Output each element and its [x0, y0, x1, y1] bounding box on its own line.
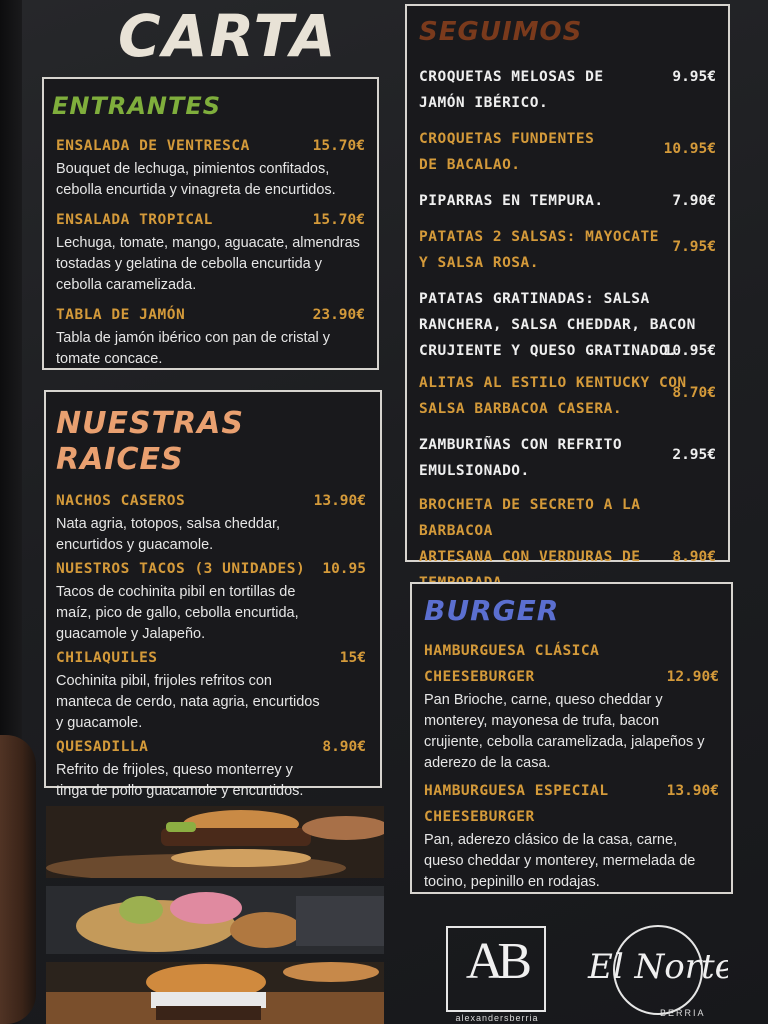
item-price: 10.95	[322, 561, 366, 577]
menu-item	[56, 734, 366, 760]
item-name: CHEESEBURGER	[424, 669, 535, 685]
item-desc: cebolla encurtida y vinagreta de encurtidos.	[56, 182, 336, 198]
item-name: ARTESANA CON VERDURAS DE	[419, 549, 641, 565]
menu-item	[419, 64, 716, 116]
burger-photo-2	[46, 962, 384, 1024]
finger-edge	[0, 735, 36, 1024]
item-desc: Tabla de jamón ibérico con pan de cristal y	[56, 330, 331, 346]
item-name: SALSA BARBACOA CASERA.	[419, 401, 623, 417]
item-desc: encurtidos y guacamole.	[56, 537, 214, 553]
item-name: PIPARRAS EN TEMPURA.	[419, 193, 604, 209]
item-price: 7.90€	[672, 193, 716, 209]
item-desc: maíz, pico de gallo, cebolla encurtida,	[56, 605, 299, 621]
item-price: 13.90€	[313, 493, 366, 509]
entrantes-title: ENTRANTES	[52, 92, 222, 120]
taco-photo	[46, 886, 384, 954]
burger-title: BURGER	[424, 594, 560, 627]
item-price: 9.95€	[672, 69, 716, 85]
item-desc: Nata agria, totopos, salsa cheddar,	[56, 516, 281, 532]
seguimos-box	[405, 4, 730, 565]
item-desc: Pan Brioche, carne, queso cheddar y	[424, 692, 663, 708]
item-desc: monterey, mayonesa de trufa, bacon	[424, 713, 660, 729]
item-name: ALITAS AL ESTILO KENTUCKY CON	[419, 375, 687, 391]
item-desc: queso cheddar y monterey, mermelada de	[424, 853, 696, 869]
menu-item	[419, 492, 716, 596]
menu-item	[56, 207, 365, 233]
item-desc: manteca de cerdo, nata agria, encurtidos	[56, 694, 320, 710]
item-name: TABLA DE JAMÓN	[56, 307, 186, 323]
alexandersberria-logo	[446, 926, 546, 1012]
item-name: EMULSIONADO.	[419, 463, 530, 479]
item-price: 13.90€	[666, 783, 719, 799]
item-price: 23.90€	[312, 307, 365, 323]
burger-photo	[46, 806, 384, 878]
el-norte-logo	[578, 920, 728, 1020]
item-name: CROQUETAS MELOSAS DE	[419, 69, 604, 85]
item-name: ZAMBURIÑAS CON REFRITO	[419, 437, 623, 453]
item-price: 8.90€	[322, 739, 366, 755]
item-name: ENSALADA DE VENTRESCA	[56, 138, 250, 154]
item-name: QUESADILLA	[56, 739, 149, 755]
item-price: 15.70€	[312, 212, 365, 228]
item-name: NUESTROS TACOS (3 UNIDADES)	[56, 561, 306, 577]
raices-title: NUESTRAS RAICES	[56, 406, 244, 477]
item-name: CRUJIENTE Y QUESO GRATINADO.	[419, 343, 678, 359]
item-name: ENSALADA TROPICAL	[56, 212, 213, 228]
item-price: 10.95€	[663, 141, 716, 157]
item-price: 15€	[339, 650, 366, 666]
item-name: PATATAS 2 SALSAS: MAYOCATE	[419, 229, 659, 245]
item-desc: Tacos de cochinita pibil en tortillas de	[56, 584, 296, 600]
menu-item	[56, 133, 365, 159]
ab-monogram: AB	[465, 933, 527, 990]
item-desc: tomate concace.	[56, 351, 163, 367]
menu-item	[424, 638, 719, 690]
item-name: NACHOS CASEROS	[56, 493, 186, 509]
menu-item	[56, 302, 365, 328]
item-price: 15.70€	[312, 138, 365, 154]
item-desc: tinga de pollo guacamole y encurtidos.	[56, 783, 304, 799]
menu-item	[56, 488, 366, 514]
item-price: 12.90€	[666, 669, 719, 685]
menu-item	[419, 370, 716, 422]
item-price: 10.95€	[663, 343, 716, 359]
menu-item	[419, 286, 716, 364]
item-price: 7.95€	[672, 239, 716, 255]
item-name: DE BACALAO.	[419, 157, 521, 173]
item-desc: y guacamole.	[56, 715, 143, 731]
item-desc: tostadas y gelatina de cebolla encurtida y	[56, 256, 323, 272]
item-price: 8.90€	[672, 549, 716, 565]
item-name: HAMBURGUESA ESPECIAL	[424, 783, 609, 799]
item-name: RANCHERA, SALSA CHEDDAR, BACON	[419, 317, 696, 333]
item-name: CHILAQUILES	[56, 650, 158, 666]
item-desc: crujiente, cebolla caramelizada, jalapeños y	[424, 734, 705, 750]
item-name: BROCHETA DE SECRETO A LA BARBACOA	[419, 497, 641, 539]
item-desc: Bouquet de lechuga, pimientos confitados,	[56, 161, 330, 177]
svg-text:BERRIA: BERRIA	[660, 1008, 706, 1018]
item-price: 2.95€	[672, 447, 716, 463]
el-norte-emblem-icon	[578, 920, 728, 1020]
menu-item	[424, 778, 719, 830]
item-desc: Refrito de frijoles, queso monterrey y	[56, 762, 293, 778]
svg-text:El Norte: El Norte	[588, 947, 728, 987]
menu-title: CARTA	[118, 2, 338, 70]
item-name: HAMBURGUESA CLÁSICA	[424, 643, 600, 659]
item-name: PATATAS GRATINADAS: SALSA	[419, 291, 650, 307]
item-name: CROQUETAS FUNDENTES	[419, 131, 595, 147]
menu-item	[419, 224, 716, 276]
item-desc: aderezo de la casa.	[424, 755, 551, 771]
burger-box	[410, 582, 733, 894]
item-price: 8.70€	[672, 385, 716, 401]
menu-item	[56, 645, 366, 671]
menu-item	[419, 432, 716, 484]
menu-item	[419, 188, 716, 214]
item-name: Y SALSA ROSA.	[419, 255, 539, 271]
menu-item	[56, 556, 366, 582]
item-desc: Pan, aderezo clásico de la casa, carne,	[424, 832, 678, 848]
item-desc: cebolla caramelizada.	[56, 277, 197, 293]
entrantes-box	[42, 77, 379, 370]
item-desc: Lechuga, tomate, mango, aguacate, almendras	[56, 235, 360, 251]
raices-box	[44, 390, 382, 799]
item-desc: tocino, pepinillo en rodajas.	[424, 874, 600, 890]
item-name: CHEESEBURGER	[424, 809, 535, 825]
menu-item	[419, 126, 716, 178]
alexandersberria-caption: alexandersberria	[455, 1013, 539, 1023]
item-desc: Cochinita pibil, frijoles refritos con	[56, 673, 272, 689]
item-desc: guacamole y Jalapeño.	[56, 626, 206, 642]
item-name: JAMÓN IBÉRICO.	[419, 95, 549, 111]
seguimos-title: SEGUIMOS	[419, 17, 583, 47]
